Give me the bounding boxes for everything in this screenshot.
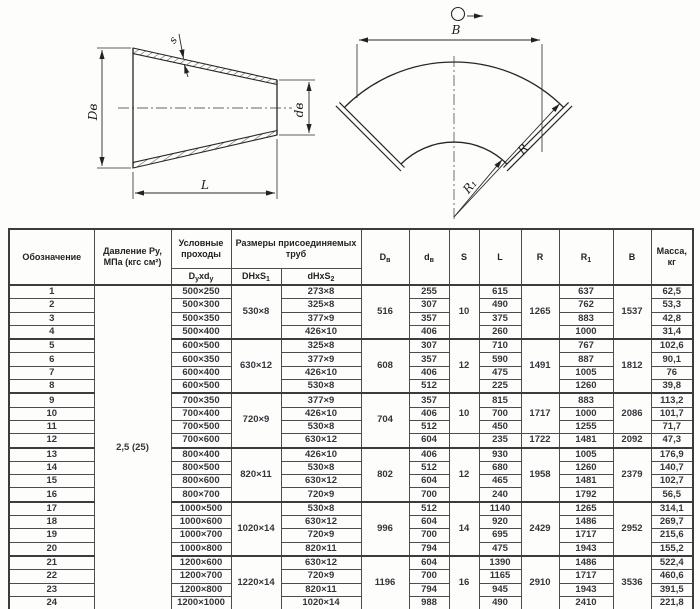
- table-cell: 15: [9, 475, 94, 488]
- table-cell: 680: [479, 461, 521, 474]
- label-small-diameter: dв: [292, 102, 306, 118]
- table-cell: 500×350: [171, 312, 231, 325]
- table-cell: 5: [9, 339, 94, 353]
- header-cell: $D_в$: [361, 229, 409, 285]
- table-cell: 2429: [521, 502, 559, 556]
- table-cell: 325×8: [281, 339, 361, 353]
- header-cell: $R_1$: [559, 229, 613, 285]
- table-cell: 1722: [521, 434, 559, 448]
- table-cell: 1486: [559, 556, 613, 570]
- table-cell: 406: [409, 325, 449, 339]
- table-cell: 945: [479, 583, 521, 596]
- header-cell: B: [613, 229, 651, 285]
- table-cell: 10: [9, 407, 94, 420]
- dim-extension-lines-b: [357, 44, 542, 152]
- table-cell: 720×9: [281, 488, 361, 502]
- header-cell: dHxS$_2$: [281, 269, 361, 286]
- table-cell: 720×9: [231, 393, 281, 447]
- table-cell: 600×400: [171, 366, 231, 379]
- table-cell: 101,7: [651, 407, 693, 420]
- table-cell: 704: [361, 393, 409, 447]
- table-cell: 375: [479, 312, 521, 325]
- table-head: [9, 229, 693, 285]
- header-cell: R: [521, 229, 559, 285]
- reducer-drawing: [0, 0, 330, 225]
- table-cell: 357: [409, 312, 449, 325]
- table-cell: 1200×600: [171, 556, 231, 570]
- table-cell: 710: [479, 339, 521, 353]
- table-cell: 357: [409, 353, 449, 366]
- header-cell: S: [449, 229, 479, 285]
- label-chord-width: B: [451, 23, 461, 37]
- table-cell: 12: [449, 339, 479, 393]
- table-cell: 260: [479, 325, 521, 339]
- table-cell: 7: [9, 366, 94, 379]
- table-cell: 14: [449, 502, 479, 556]
- table-cell: 2,5 (25): [94, 285, 171, 609]
- table-cell: 820×11: [281, 542, 361, 556]
- table-cell: 522,4: [651, 556, 693, 570]
- table-cell: 377×9: [281, 393, 361, 407]
- table-cell: 269,7: [651, 516, 693, 529]
- table-cell: 10: [449, 393, 479, 433]
- table-cell: 720×9: [281, 570, 361, 583]
- outer-radius-leader: [454, 104, 560, 217]
- header-cell: Масса, кг: [651, 229, 693, 285]
- table-cell: 1481: [559, 475, 613, 488]
- table-cell: 8: [9, 380, 94, 394]
- table-cell: 1: [9, 285, 94, 299]
- table-cell: 475: [479, 542, 521, 556]
- table-cell: 1200×700: [171, 570, 231, 583]
- sector-left-end-cap: [336, 102, 405, 171]
- table-cell: 47,3: [651, 434, 693, 448]
- table-cell: 820×11: [281, 583, 361, 596]
- table-cell: 1165: [479, 570, 521, 583]
- table-cell: 530×8: [281, 461, 361, 474]
- table-cell: 377×9: [281, 312, 361, 325]
- reducer-top-wall: [133, 48, 277, 85]
- table-cell: 53,3: [651, 299, 693, 312]
- table-cell: 406: [409, 407, 449, 420]
- table-cell: 2092: [613, 434, 651, 448]
- table-cell: 512: [409, 420, 449, 433]
- table-cell: 76: [651, 366, 693, 379]
- table-cell: 512: [409, 502, 449, 516]
- table-cell: 590: [479, 353, 521, 366]
- table-cell: 820×11: [231, 448, 281, 502]
- table-cell: 42,8: [651, 312, 693, 325]
- table-cell: 516: [361, 285, 409, 339]
- table-cell: 762: [559, 299, 613, 312]
- label-inner-radius: R₁: [460, 176, 480, 197]
- table-cell: 71,7: [651, 420, 693, 433]
- table-cell: 1481: [559, 434, 613, 448]
- table-cell: 637: [559, 285, 613, 299]
- table-cell: 815: [479, 393, 521, 407]
- table-cell: 1000×700: [171, 529, 231, 542]
- table-cell: 18: [9, 516, 94, 529]
- table-cell: 176,9: [651, 448, 693, 462]
- table-cell: 988: [409, 596, 449, 609]
- table-cell: 2379: [613, 448, 651, 502]
- table-cell: 512: [409, 380, 449, 394]
- table-cell: [449, 434, 479, 448]
- table-cell: 700×400: [171, 407, 231, 420]
- table-cell: 695: [479, 529, 521, 542]
- table-cell: 13: [9, 448, 94, 462]
- table-cell: 314,1: [651, 502, 693, 516]
- table-cell: 255: [409, 285, 449, 299]
- table-cell: 630×12: [281, 475, 361, 488]
- table-cell: 800×500: [171, 461, 231, 474]
- sector-right-end-cap: [504, 102, 573, 171]
- table-cell: 615: [479, 285, 521, 299]
- table-cell: 500×300: [171, 299, 231, 312]
- table-cell: 1943: [559, 542, 613, 556]
- header-cell: Давление Ру, МПа (кгс см²): [94, 229, 171, 285]
- table-cell: 1020×14: [231, 502, 281, 556]
- table-cell: 23: [9, 583, 94, 596]
- table-cell: 1200×1000: [171, 596, 231, 609]
- table-cell: 930: [479, 448, 521, 462]
- table-cell: 56,5: [651, 488, 693, 502]
- table-cell: 225: [479, 380, 521, 394]
- table-cell: 20: [9, 542, 94, 556]
- table-cell: 24: [9, 596, 94, 609]
- table-cell: 604: [409, 556, 449, 570]
- table-cell: 794: [409, 583, 449, 596]
- table-cell: 460,6: [651, 570, 693, 583]
- table-cell: 490: [479, 596, 521, 609]
- table-cell: 21: [9, 556, 94, 570]
- header-cell: L: [479, 229, 521, 285]
- table-cell: 630×12: [281, 434, 361, 448]
- table-body: [9, 285, 693, 609]
- table-cell: 1000: [559, 407, 613, 420]
- table-cell: 700: [409, 570, 449, 583]
- table-cell: 604: [409, 475, 449, 488]
- table-cell: 700×500: [171, 420, 231, 433]
- table-cell: 887: [559, 353, 613, 366]
- table-cell: 800×700: [171, 488, 231, 502]
- table-cell: 604: [409, 434, 449, 448]
- table-cell: 325×8: [281, 299, 361, 312]
- table-cell: 2: [9, 299, 94, 312]
- label-outer-radius: R: [514, 141, 532, 158]
- table-cell: 1000×500: [171, 502, 231, 516]
- thickness-leader-lower: [184, 65, 188, 78]
- table-cell: 800×600: [171, 475, 231, 488]
- table-cell: 9: [9, 393, 94, 407]
- table-cell: 240: [479, 488, 521, 502]
- table-cell: 12: [9, 434, 94, 448]
- table-cell: 1491: [521, 339, 559, 393]
- table-cell: 62,5: [651, 285, 693, 299]
- dimensions-table: [8, 228, 694, 609]
- table-cell: 31,4: [651, 325, 693, 339]
- table-cell: 2910: [521, 556, 559, 609]
- table-cell: 500×250: [171, 285, 231, 299]
- table-cell: 2410: [559, 596, 613, 609]
- table-cell: 1717: [559, 570, 613, 583]
- table-cell: 17: [9, 502, 94, 516]
- bend-sector-drawing: [330, 0, 700, 225]
- table-cell: 3536: [613, 556, 651, 609]
- table-cell: 1196: [361, 556, 409, 609]
- table-cell: 608: [361, 339, 409, 393]
- table-cell: 600×500: [171, 380, 231, 394]
- table-cell: 307: [409, 339, 449, 353]
- table-cell: 1020×14: [281, 596, 361, 609]
- table-cell: 2086: [613, 393, 651, 433]
- table-cell: 1943: [559, 583, 613, 596]
- table-cell: 1260: [559, 380, 613, 394]
- table-cell: 1140: [479, 502, 521, 516]
- table-cell: 12: [449, 448, 479, 502]
- table-cell: 426×10: [281, 407, 361, 420]
- table-cell: 1005: [559, 448, 613, 462]
- table-cell: 11: [9, 420, 94, 433]
- table-cell: 1717: [559, 529, 613, 542]
- table-cell: 490: [479, 299, 521, 312]
- table-cell: 307: [409, 299, 449, 312]
- table-cell: 720×9: [281, 529, 361, 542]
- table-cell: 16: [9, 488, 94, 502]
- label-length: L: [201, 178, 209, 192]
- table-cell: 406: [409, 448, 449, 462]
- table-cell: 140,7: [651, 461, 693, 474]
- view-direction-icon: [452, 8, 465, 21]
- table-cell: 221,8: [651, 596, 693, 609]
- table-cell: 273×8: [281, 285, 361, 299]
- table-cell: 700×600: [171, 434, 231, 448]
- table-cell: 391,5: [651, 583, 693, 596]
- table-cell: 1265: [521, 285, 559, 339]
- table-cell: 512: [409, 461, 449, 474]
- table-cell: 1200×800: [171, 583, 231, 596]
- table-cell: 1390: [479, 556, 521, 570]
- table-cell: 996: [361, 502, 409, 556]
- table-cell: 90,1: [651, 353, 693, 366]
- table-cell: 883: [559, 312, 613, 325]
- table-cell: 6: [9, 353, 94, 366]
- table-cell: 1792: [559, 488, 613, 502]
- table-cell: 16: [449, 556, 479, 609]
- table-cell: 600×500: [171, 339, 231, 353]
- table-cell: 1537: [613, 285, 651, 339]
- header-cell: Размеры присоединяемых труб: [231, 229, 361, 269]
- table-cell: 1000×800: [171, 542, 231, 556]
- table-cell: 1220×14: [231, 556, 281, 609]
- table-cell: 920: [479, 516, 521, 529]
- table-cell: 1265: [559, 502, 613, 516]
- table-cell: 426×10: [281, 448, 361, 462]
- table-cell: 700: [479, 407, 521, 420]
- table-row: [9, 285, 693, 299]
- table-cell: 155,2: [651, 542, 693, 556]
- table-cell: 102,6: [651, 339, 693, 353]
- table-cell: 19: [9, 529, 94, 542]
- table-cell: 235: [479, 434, 521, 448]
- table-cell: 1717: [521, 393, 559, 433]
- header-cell: $d_в$: [409, 229, 449, 285]
- table-cell: 450: [479, 420, 521, 433]
- table-cell: 2952: [613, 502, 651, 556]
- label-wall-thickness: s: [166, 33, 181, 47]
- table-cell: 1005: [559, 366, 613, 379]
- table-cell: 630×12: [281, 556, 361, 570]
- table-cell: 604: [409, 516, 449, 529]
- table-cell: 700×350: [171, 393, 231, 407]
- table-cell: 883: [559, 393, 613, 407]
- table-cell: 215,6: [651, 529, 693, 542]
- header-cell: Обозначение: [9, 229, 94, 285]
- table-cell: 10: [449, 285, 479, 339]
- table-cell: 1000: [559, 325, 613, 339]
- table-cell: 406: [409, 366, 449, 379]
- table-cell: 530×8: [281, 420, 361, 433]
- table-cell: 530×8: [281, 380, 361, 394]
- table-cell: 465: [479, 475, 521, 488]
- table-cell: 700: [409, 529, 449, 542]
- table-cell: 475: [479, 366, 521, 379]
- table-cell: 802: [361, 448, 409, 502]
- reducer-bottom-wall: [133, 131, 277, 169]
- table-cell: 1000×600: [171, 516, 231, 529]
- table-cell: 530×8: [281, 502, 361, 516]
- table-cell: 102,7: [651, 475, 693, 488]
- table-cell: 1255: [559, 420, 613, 433]
- header-cell: $D_yxd_y$: [171, 269, 231, 286]
- table-cell: 630×12: [231, 339, 281, 393]
- table-cell: 4: [9, 325, 94, 339]
- table-cell: 1486: [559, 516, 613, 529]
- table-cell: 357: [409, 393, 449, 407]
- table-cell: 630×12: [281, 516, 361, 529]
- header-cell: DHxS$_1$: [231, 269, 281, 286]
- table-cell: 377×9: [281, 353, 361, 366]
- table-cell: 800×400: [171, 448, 231, 462]
- table-cell: 14: [9, 461, 94, 474]
- table-cell: 600×350: [171, 353, 231, 366]
- table-cell: 426×10: [281, 366, 361, 379]
- table-cell: 1812: [613, 339, 651, 393]
- table-cell: 1260: [559, 461, 613, 474]
- table-cell: 794: [409, 542, 449, 556]
- table-cell: 426×10: [281, 325, 361, 339]
- table-cell: 700: [409, 488, 449, 502]
- table-cell: 3: [9, 312, 94, 325]
- label-big-diameter: Dв: [86, 103, 100, 121]
- table-cell: 767: [559, 339, 613, 353]
- header-cell: Условные проходы: [171, 229, 231, 269]
- table-cell: 113,2: [651, 393, 693, 407]
- table-cell: 500×400: [171, 325, 231, 339]
- table-cell: 530×8: [231, 285, 281, 339]
- thickness-leader-upper: [179, 34, 184, 59]
- table-cell: 22: [9, 570, 94, 583]
- table-cell: 39,8: [651, 380, 693, 394]
- table-cell: 1958: [521, 448, 559, 502]
